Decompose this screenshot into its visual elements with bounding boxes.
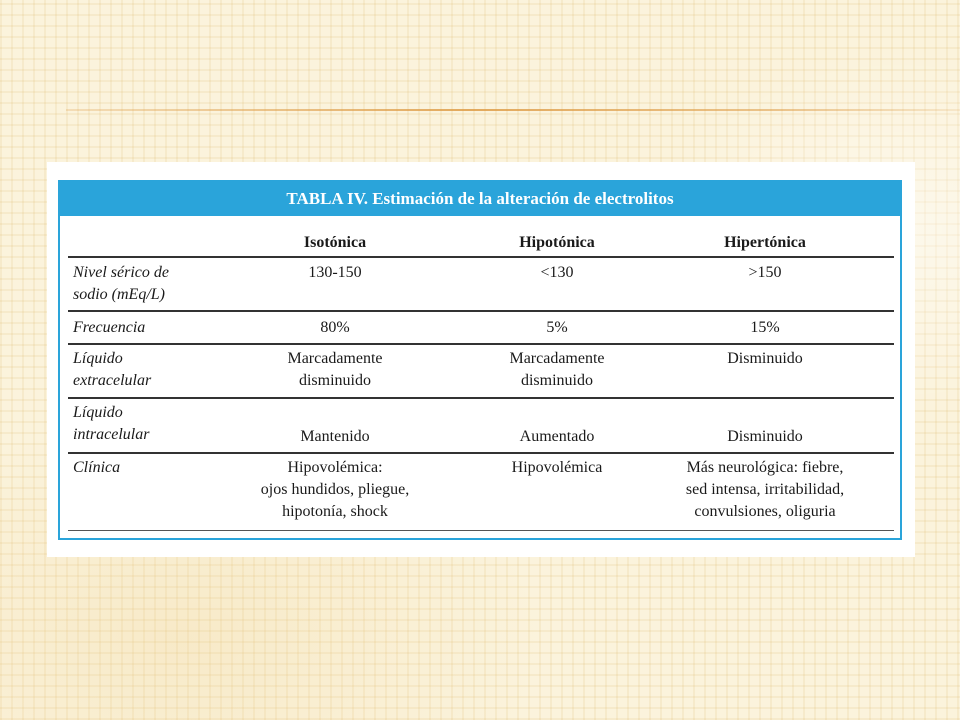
row-label-clinica: Clínica <box>73 459 121 476</box>
electrolyte-table <box>58 180 902 540</box>
row-label-liquido-intracelular: Líquido intracelular <box>73 404 150 443</box>
cell-extracelular-hipertonica: Disminuido <box>727 350 803 367</box>
table-bottom-rule <box>68 530 894 531</box>
column-header-hipertonica: Hipertónica <box>724 234 806 251</box>
row-divider <box>68 397 894 399</box>
cell-extracelular-isotonica: Marcadamente disminuido <box>287 350 383 389</box>
row-divider <box>68 343 894 345</box>
cell-intracelular-isotonica: Mantenido <box>300 428 370 445</box>
cell-frecuencia-hipotonica: 5% <box>546 319 568 336</box>
cell-clinica-isotonica: Hipovolémica: ojos hundidos, pliegue, hipotonía, shock <box>260 459 410 520</box>
cell-frecuencia-isotonica: 80% <box>320 319 350 336</box>
row-divider <box>68 310 894 312</box>
cell-clinica-hipotonica: Hipovolémica <box>511 459 603 476</box>
cell-clinica-hipertonica: Más neurológica: fiebre, sed intensa, irritabilidad, convulsiones, oliguria <box>685 459 845 520</box>
cell-extracelular-hipotonica: Marcadamente disminuido <box>509 350 605 389</box>
table-title: TABLA IV. Estimación de la alteración de electrolitos <box>60 182 900 216</box>
row-divider <box>68 452 894 454</box>
column-header-hipotonica: Hipotónica <box>519 234 595 251</box>
cell-nivel-hipotonica: <130 <box>540 264 574 281</box>
slide-title-divider <box>66 109 960 111</box>
cell-intracelular-hipotonica: Aumentado <box>519 428 595 445</box>
cell-nivel-hipertonica: >150 <box>748 264 782 281</box>
row-label-liquido-extracelular: Líquido extracelular <box>73 350 152 389</box>
cell-nivel-isotonica: 130-150 <box>308 264 362 281</box>
row-label-nivel-serico: Nivel sérico de sodio (mEq/L) <box>73 264 169 303</box>
table-image <box>47 162 915 557</box>
cell-frecuencia-hipertonica: 15% <box>750 319 780 336</box>
row-label-frecuencia: Frecuencia <box>73 319 146 336</box>
cell-intracelular-hipertonica: Disminuido <box>727 428 803 445</box>
column-header-isotonica: Isotónica <box>303 234 367 251</box>
header-divider <box>68 256 894 258</box>
